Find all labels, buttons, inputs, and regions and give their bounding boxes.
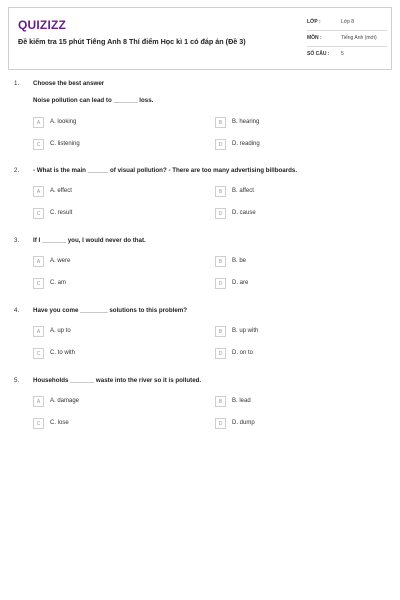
- option-text: B. hearing: [232, 119, 260, 125]
- option-text: A. looking: [50, 119, 77, 125]
- option-text: C. am: [50, 280, 67, 286]
- option-text: C. result: [50, 210, 73, 216]
- option-text: B. up with: [232, 328, 259, 334]
- option-letter-box: D: [215, 208, 226, 219]
- option-text: D. are: [232, 280, 249, 286]
- option-letter-box: A: [33, 117, 44, 128]
- quizizz-logo: QUIZIZZ: [18, 18, 67, 32]
- option-letter-box: D: [215, 139, 226, 150]
- option-text: A. were: [50, 258, 71, 264]
- question-number: 3.: [14, 237, 20, 244]
- option-letter-box: A: [33, 186, 44, 197]
- meta-row-class: [307, 17, 387, 31]
- option-letter-box: C: [33, 278, 44, 289]
- option-text: D. on to: [232, 350, 254, 356]
- document-title: Đề kiểm tra 15 phút Tiếng Anh 8 Thí điểm Học kì 1 có đáp án (Đề 3): [18, 37, 246, 46]
- option-letter-box: A: [33, 326, 44, 337]
- question-text: Have you come ________ solutions to this problem?: [33, 307, 188, 314]
- meta-label: LỚP :: [307, 19, 321, 25]
- option-letter-box: D: [215, 348, 226, 359]
- question-text: - What is the main ______ of visual pollution? - There are too many advertising billboards.: [33, 167, 298, 174]
- meta-label: SỐ CÂU :: [307, 51, 330, 57]
- question-number: 2.: [14, 167, 20, 174]
- option-letter-box: B: [215, 186, 226, 197]
- option-letter-box: B: [215, 396, 226, 407]
- option-text: D. cause: [232, 210, 256, 216]
- option-letter-box: B: [215, 256, 226, 267]
- option-letter-box: C: [33, 208, 44, 219]
- meta-value: 5: [341, 51, 344, 57]
- option-text: D. reading: [232, 141, 260, 147]
- option-text: C. to with: [50, 350, 76, 356]
- meta-row-subject: [307, 33, 387, 47]
- option-text: A. up to: [50, 328, 71, 334]
- meta-label: MÔN :: [307, 35, 322, 41]
- meta-info: [307, 17, 387, 65]
- option-text: C. lose: [50, 420, 69, 426]
- meta-row-count: [307, 49, 387, 63]
- question-text: Choose the best answer: [33, 80, 105, 87]
- meta-value: Tiếng Anh (mới): [341, 35, 377, 41]
- option-text: A. damage: [50, 398, 80, 404]
- option-letter-box: C: [33, 418, 44, 429]
- option-letter-box: B: [215, 326, 226, 337]
- option-text: B. be: [232, 258, 247, 264]
- question-number: 1.: [14, 80, 20, 87]
- option-text: B. affect: [232, 188, 254, 194]
- option-letter-box: B: [215, 117, 226, 128]
- option-text: C. listening: [50, 141, 80, 147]
- question-prompt: Noise pollution can lead to _______ loss.: [33, 97, 154, 104]
- question-number: 4.: [14, 307, 20, 314]
- option-letter-box: D: [215, 278, 226, 289]
- question-number: 5.: [14, 377, 20, 384]
- option-text: A. effect: [50, 188, 72, 194]
- option-letter-box: A: [33, 256, 44, 267]
- option-text: B. lead: [232, 398, 251, 404]
- question-text: Households _______ waste into the river so it is polluted.: [33, 377, 202, 384]
- option-letter-box: C: [33, 348, 44, 359]
- option-letter-box: D: [215, 418, 226, 429]
- meta-value: Lớp 8: [341, 19, 355, 25]
- option-text: D. dump: [232, 420, 255, 426]
- option-letter-box: A: [33, 396, 44, 407]
- worksheet-header: [8, 7, 392, 70]
- question-text: If I _______ you, I would never do that.: [33, 237, 146, 244]
- option-letter-box: C: [33, 139, 44, 150]
